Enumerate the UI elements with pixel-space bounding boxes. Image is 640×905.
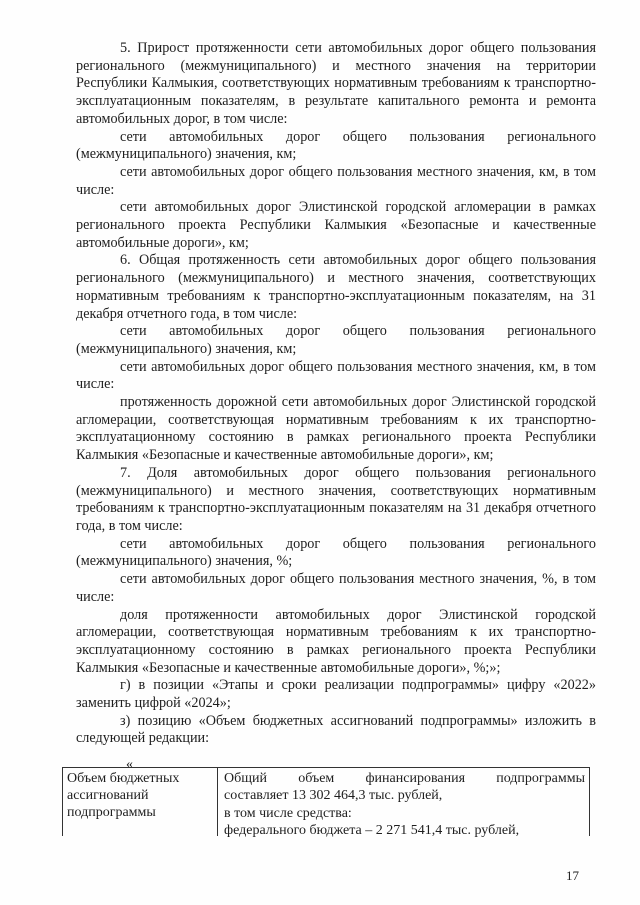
table-line-amount: составляет 13 302 464,3 тыс. рублей, — [224, 788, 443, 804]
table-left-cell: Объем бюджетных ассигнований подпрограммы — [63, 768, 218, 836]
paragraph-local-roads-6: сети автомобильных дорог общего пользования местного значения, км, в том числе: — [76, 358, 596, 393]
table-right-cell — [218, 768, 589, 836]
opening-quote-mark: « — [126, 757, 133, 772]
paragraph-item-5: 5. Прирост протяженности сети автомобильных дорог общего пользования регионального (межмуниципального) и местного значения на территории Республики Калмыкия, соответствующих нормативным требованиям к транспортно-эксплуатационным показателям, в результате капитального ремонта и ремонта автомобильных дорог, в том числе: — [76, 40, 596, 127]
paragraph-elista-share: доля протяженности автомобильных дорог Элистинской городской агломерации, соответствующая нормативным требованиям к их транспортно-эксплуатационному состоянию в рамках регионального проекта Республики Калмыкия «Безопасные и качественные автомобильные дороги», %;»; — [76, 606, 596, 676]
paragraph-local-roads-7: сети автомобильных дорог общего пользования местного значения, %, в том числе: — [76, 571, 596, 605]
table-line-total: Общий объем финансирования подпрограммы — [224, 771, 585, 786]
page-number: 17 — [566, 868, 579, 883]
paragraph-local-roads: сети автомобильных дорог общего пользования местного значения, км, в том числе: — [76, 163, 596, 198]
paragraph-regional-roads: сети автомобильных дорог общего пользования регионального (межмуниципального) значения, км; — [76, 128, 596, 163]
paragraph-elista-length: протяженность дорожной сети автомобильных дорог Элистинской городской агломерации, соответствующая нормативным требованиям к их транспортно-эксплуатационному состоянию в рамках регионального проекта Республики Калмыкия «Безопасные и качественные автомобильные дороги», км; — [76, 394, 596, 464]
paragraph-g-stages: г) в позиции «Этапы и сроки реализации подпрограммы» цифру «2022» заменить цифрой «2024»; — [76, 677, 596, 712]
paragraph-z-budget: з) позицию «Объем бюджетных ассигнований подпрограммы» изложить в следующей редакции: — [76, 712, 596, 747]
paragraph-regional-roads-6: сети автомобильных дорог общего пользования регионального (межмуниципального) значения, км; — [76, 323, 596, 357]
body-text — [76, 40, 596, 748]
paragraph-regional-roads-7: сети автомобильных дорог общего пользования регионального (межмуниципального) значения, %; — [76, 535, 596, 570]
paragraph-item-6: 6. Общая протяженность сети автомобильных дорог общего пользования регионального (межмуниципального) и местного значения, соответствующих нормативным требованиям к транспортно-эксплуатационным показателям, на 31 декабря отчетного года, в том числе: — [76, 252, 596, 322]
budget-table — [62, 767, 590, 836]
table-line-sources: в том числе средства: — [224, 805, 352, 821]
paragraph-item-7: 7. Доля автомобильных дорог общего пользования регионального (межмуниципального) и местного значения, соответствующих нормативным требованиям к транспортно-эксплуатационным показателям на 31 декабря отчетного года, в том числе: — [76, 464, 596, 534]
paragraph-elista-roads: сети автомобильных дорог Элистинской городской агломерации в рамках регионального проекта Республики Калмыкия «Безопасные и качественные автомобильные дороги», км; — [76, 199, 596, 251]
table-line-federal: федерального бюджета – 2 271 541,4 тыс. рублей, — [224, 822, 520, 838]
